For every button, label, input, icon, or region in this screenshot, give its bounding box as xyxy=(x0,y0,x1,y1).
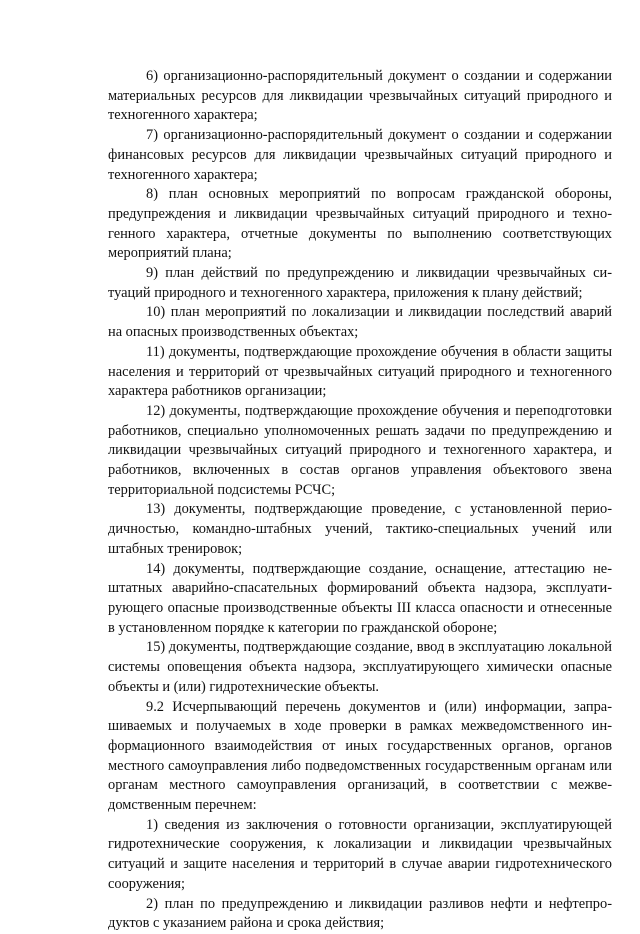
list-item-8: 8) план основных мероприятий по вопросам гражданской обороны, предупреждения и ликвидации чрезвычайных ситуаций природного и техногенного характера, отчетные документы по выполнению соответствующих мероприятий плана; xyxy=(108,186,612,262)
list-item-6: 6) организационно-распорядительный документ о создании и содержании материальных ресурсов для ликвидации чрезвычайных ситуаций природного и техногенного характера; xyxy=(108,68,612,124)
list-item-14: 14) документы, подтверждающие создание, оснащение, аттестацию нештатных аварийно-спасательных формирований объекта надзора, эксплуатирующего опасные производственные объекты III класса опасности и отнесенные в установленном порядке к категории по гражданской обороне; xyxy=(108,560,612,636)
list-item-7: 7) организационно-распорядительный документ о создании и содержании финансовых ресурсов для ликвидации чрезвычайных ситуаций природного и техногенного характера; xyxy=(108,127,612,183)
interagency-item-2: 2) план по предупреждению и ликвидации разливов нефти и нефтепродуктов с указанием района и срока действия; xyxy=(108,895,612,932)
list-item-12: 12) документы, подтверждающие прохождение обучения и переподготовки работников, специально уполномоченных решать задачи по предупреждению и ликвидации чрезвычайных ситуаций природного и техногенного характера, и работников, включенных в состав органов управления объектового звена территориальной подсистемы РСЧС; xyxy=(108,402,612,498)
interagency-item-1: 1) сведения из заключения о готовности организации, эксплуатирующей гидротехнические сооружения, к локализации и ликвидации чрезвычайных ситуаций и защите населения и территорий в случае аварии гидротехнического сооружения; xyxy=(108,816,612,892)
list-item-10: 10) план мероприятий по локализации и ликвидации последствий аварий на опасных производственных объектах; xyxy=(108,304,612,341)
list-item-11: 11) документы, подтверждающие прохождение обучения в области защиты населения и территорий от чрезвычайных ситуаций природного и техногенного характера работников организации; xyxy=(108,343,612,400)
list-item-9: 9) план действий по предупреждению и ликвидации чрезвычайных ситуаций природного и техногенного характера, приложения к плану действий; xyxy=(108,265,612,301)
list-item-15: 15) документы, подтверждающие создание, ввод в эксплуатацию локальной системы оповещения объекта надзора, эксплуатирующего химически опасные объекты и (или) гидротехнические объекты. xyxy=(108,639,612,695)
list-item-13: 13) документы, подтверждающие проведение, с установленной периодичностью, командно-штабных учений, тактико-специальных учений или штабных тренировок; xyxy=(108,501,612,557)
document-page xyxy=(108,67,612,934)
section-9-2-heading: 9.2 Исчерпывающий перечень документов и (или) информации, запрашиваемых и получаемых в ходе проверки в рамках межведомственного информационного взаимодействия от иных государственных органов, органов местного самоуправления либо подведомственных государственным органам или органам местного самоуправления организаций, в соответствии с межведомственным перечнем: xyxy=(108,698,612,814)
